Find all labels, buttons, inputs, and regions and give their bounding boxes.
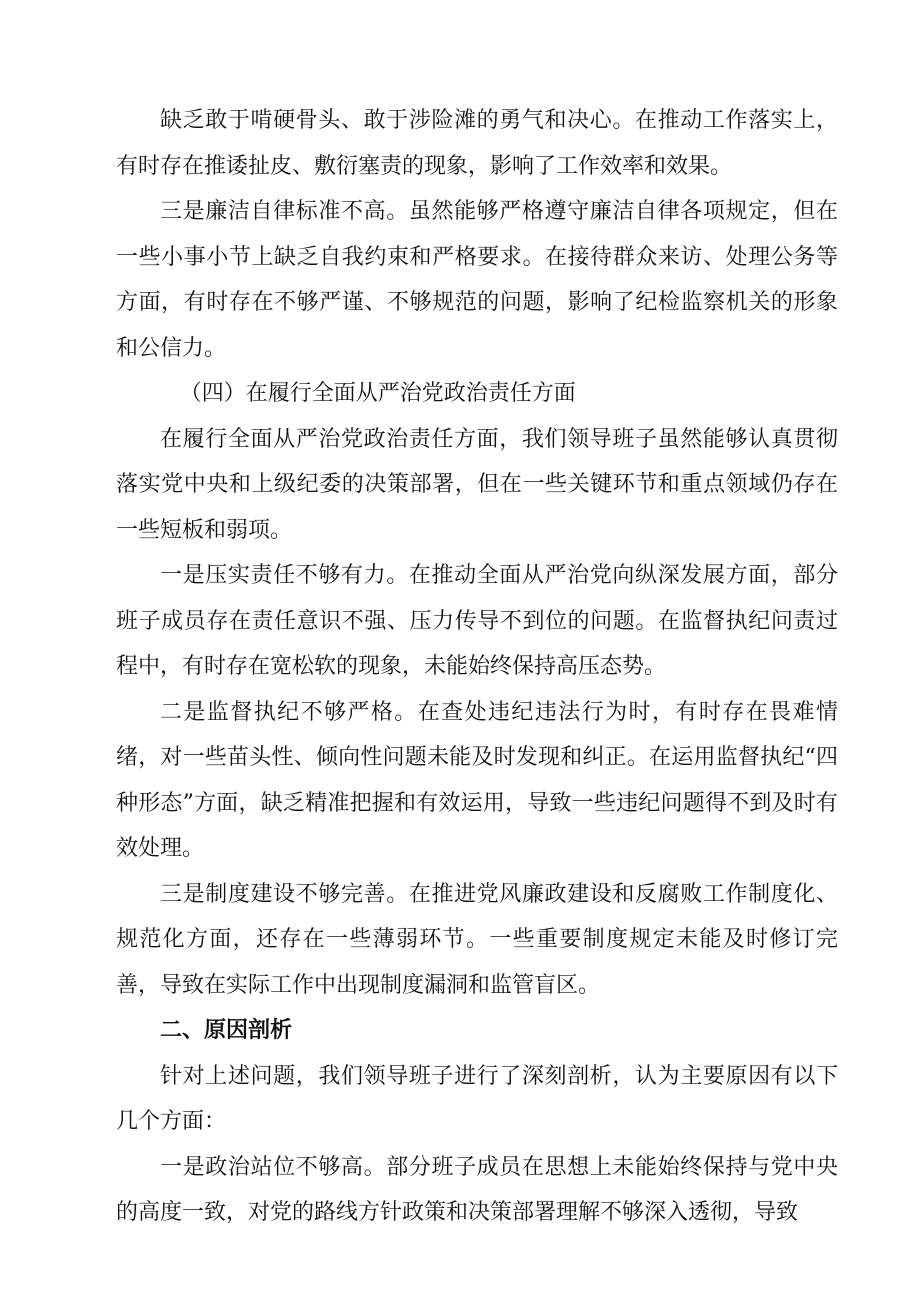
paragraph-responsibility-three: 三是制度建设不够完善。在推进党风廉政建设和反腐败工作制度化、规范化方面，还存在一些薄弱环节。一些重要制度规定未能及时修订完善，导致在实际工作中出现制度漏洞和监管盲区。 bbox=[116, 881, 838, 998]
paragraph-analysis-intro: 针对上述问题，我们领导班子进行了深刻剖析，认为主要原因有以下几个方面： bbox=[116, 1063, 838, 1134]
paragraph-responsibility-one: 一是压实责任不够有力。在推动全面从严治党向纵深发展方面，部分班子成员存在责任意识不强、压力传导不到位的问题。在监督执纪问责过程中，有时存在宽松软的现象，未能始终保持高压态势。 bbox=[116, 563, 838, 679]
paragraph-responsibility-intro: 在履行全面从严治党政治责任方面，我们领导班子虽然能够认真贯彻落实党中央和上级纪委的决策部署，但在一些关键环节和重点领域仍存在一些短板和弱项。 bbox=[116, 426, 838, 543]
chapter-heading-cause-analysis: 二、原因剖析 bbox=[160, 1018, 293, 1043]
section-heading-four: （四）在履行全面从严治党政治责任方面 bbox=[179, 381, 576, 406]
paragraph-analysis-one: 一是政治站位不够高。部分班子成员在思想上未能始终保持与党中央的高度一致，对党的路线方针政策和决策部署理解不够深入透彻，导致 bbox=[116, 1154, 838, 1225]
paragraph-integrity: 三是廉洁自律标准不高。虽然能够严格遵守廉洁自律各项规定，但在一些小事小节上缺乏自我约束和严格要求。在接待群众来访、处理公务等方面，有时存在不够严谨、不够规范的问题，影响了纪检监察机关的形象和公信力。 bbox=[116, 199, 838, 361]
paragraph-responsibility-two: 二是监督执纪不够严格。在查处违纪违法行为时，有时存在畏难情绪，对一些苗头性、倾向性问题未能及时发现和纠正。在运用监督执纪“四种形态”方面，缺乏精准把握和有效运用，导致一些违纪问题得不到及时有效处理。 bbox=[116, 699, 838, 861]
paragraph-continuation: 缺乏敢于啃硬骨头、敢于涉险滩的勇气和决心。在推动工作落实上，有时存在推诿扯皮、敷衍塞责的现象，影响了工作效率和效果。 bbox=[116, 108, 838, 179]
document-body bbox=[116, 98, 838, 1236]
